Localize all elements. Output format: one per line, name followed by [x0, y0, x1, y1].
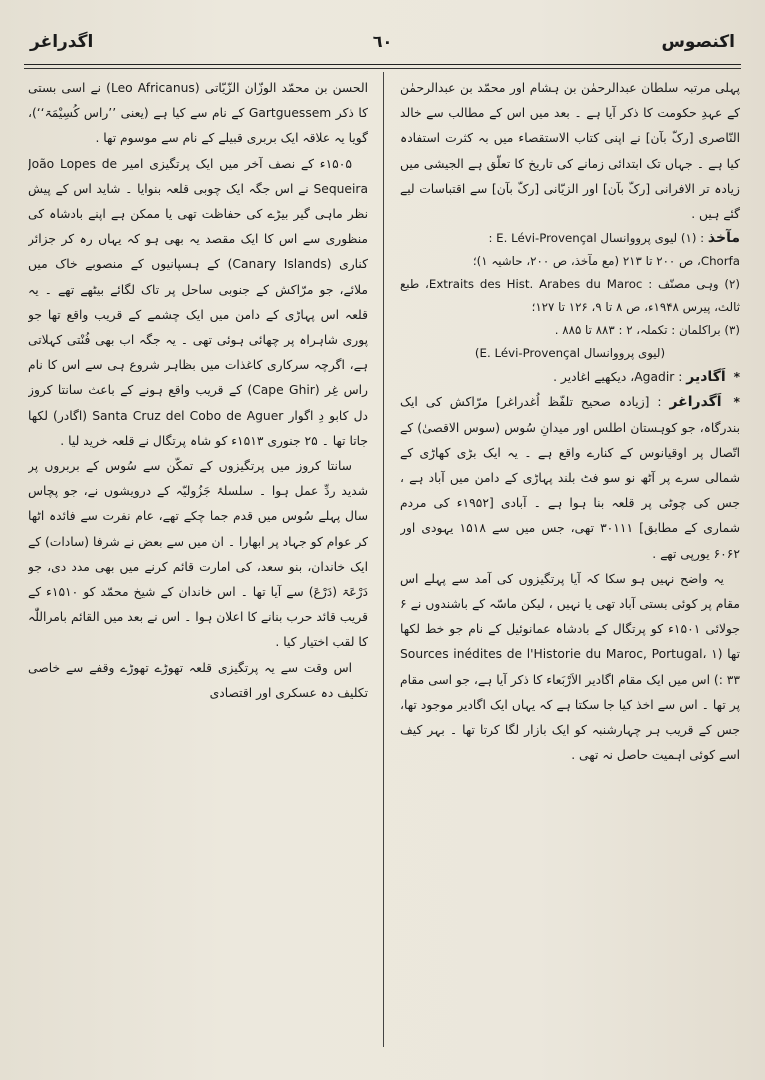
- header-rule-thin: [24, 68, 741, 69]
- column-divider: [383, 72, 384, 1047]
- right-column: [400, 76, 740, 1041]
- page-header: [30, 28, 735, 62]
- left-paragraph-2: ۱۵۰۵ء کے نصف آخر میں ایک پرتگیزی امیر João Lopes de Sequeira نے اس جگہ ایک چوبی قلعہ بنوایا ۔ شاید اس کے پیش نظر ماہی گیر بیڑے کی حفاظت تھی یا ممکن ہے اپنے بادشاہ کی منظوری سے اس کا ایک مقصد یہ بھی ہو کہ یہاں رہ کر جزائر کناری (Canary Islands) کے ہسپانیوں کے منصوبے خاک میں ملائے، جو مرّاکش کے جنوبی ساحل پر تاک لگائے بیٹھے تھے ۔ یہ قلعہ اس پہاڑی کے دامن میں ایک چشمے کے قریب واقع تھا جو پوری شاہراہ پر چھائی ہوئی تھی ۔ یہ جگہ اب بھی فُنْتی کہلاتی ہے، اگرچہ سرکاری کاغذات میں بظاہر شروع ہی سے اس کا نام راس غِر (Cape Ghir) کے قریب واقع ہونے کے باعث سانتا کروز دل کابو دِ اگوار Santa Cruz del Cobo de Aguer (اگادر) لکھا جاتا تھا ۔ ۲۵ جنوری ۱۵۱۳ء کو شاہ پرتگال نے قلعہ خرید لیا .: [28, 156, 368, 448]
- left-paragraph-1: الحسن بن محمّد الوزّان الزّیّاتی (Leo Africanus) نے اسی بستی کا ذکر Gartguessem کے نام سے کیا ہے (یعنی ’’راس کُسِیْمَۃ‘‘)، گویا یہ علاقہ ایک بربری قبیلے کے نام سے موسوم تھا .: [28, 81, 368, 146]
- source-2: (۲) وہی مصنّف : Extraits des Hist. Arabes du Maroc، طبع ثالث، پیرس ۱۹۴۸ء، ص ۸ تا ۹، ۱۲۶ تا ۱۲۷؛: [400, 277, 740, 315]
- sources-intro: : (۱) لیوی پرووانسال E. Lévi-Provençal :: [488, 231, 705, 246]
- source-3: (۳) براکلمان : تکملہ، ۲ : ۸۸۳ تا ۸۸۵ .: [554, 323, 740, 338]
- entry-star-icon: *: [733, 370, 740, 385]
- page-number: ٦٠: [372, 32, 393, 51]
- running-head-left: اگدراغر: [30, 32, 94, 52]
- source-1: Chorfa، ص ۲۰۰ تا ۲۱۳ (مع مآخذ، ص ۲۰۰، حاشیہ ۱)؛: [472, 254, 740, 269]
- left-column: [28, 76, 368, 1041]
- header-rule: [24, 64, 741, 65]
- running-head-right: اکنصوس: [661, 32, 735, 52]
- right-paragraph-2: یہ واضح نہیں ہو سکا کہ آیا پرتگیزوں کی آمد سے پہلے اس مقام پر کوئی بستی آباد تھی یا نہیں ، لیکن ماسّہ کے باشندوں نے ۶ جولائی ۱۵۰۱ء کو پرتگال کے بادشاہ عمانوئیل کے نام جو خط لکھا تھا (Sources inédites de l'Historie du Maroc, Portugal، ۱ : ۳۳) اس میں ایک مقام اگادیر الاَرْبَعاء کا ذکر آیا ہے، جو اسی مقام پر تھا ۔ اس سے اخذ کیا جا سکتا ہے کہ یہاں ایک اگادیر موجود تھا، جس کے قریب ہر چہارشنبہ کو ایک بازار لگا کرتا تھا ۔ بہر کیف اسے کوئی اہمیت حاصل نہ تھی .: [400, 571, 740, 763]
- entry-agadir-text: : Agadir، دیکھیے اغادیر .: [553, 370, 683, 385]
- entry-agadir: [400, 365, 740, 390]
- left-paragraph-3: سانتا کروز میں پرتگیزوں کے تمکّن سے سُوس کے بربروں پر شدید ردِّ عمل ہوا ۔ سلسلۂ جَزُولیّہ کے درویشوں نے، جو پچاس سال پہلے سُوس میں قدم جما چکے تھے، عام نفرت سے فائدہ اٹھا کر عوام کو جہاد پر ابھارا ۔ ان میں سے بعض نے شرفا (سادات) کے ایک خاندان، بنو سعد، کی امارت قائم کرنے میں بھی مدد دی، جو دَرْعَۃ (دَرْعَ) سے آیا تھا ۔ اس خاندان کے شیخ محمّد کو ۱۵۱۰ء کے قریب قائد حرب بنانے کا اعلان ہوا ۔ اس نے بعد میں القائم بامراللّٰہ کا لقب اختیار کیا .: [28, 459, 368, 650]
- entry-agadragh-text: : [زیادہ صحیح تلفّظ اُغدراغر] مرّاکش کی ایک بندرگاہ، جو کوہستان اطلس اور میدانِ سُوس (سوس الاقصیٰ) کے اتّصال پر اوقیانوس کے کنارے واقع ہے ۔ یہ ایک بڑی کھاڑی کے شمالی سرے پر آٹھ نو سو فٹ بلند پہاڑی کے دامن میں آباد ہے ، جس کی چوٹی پر قلعہ بنا ہوا ہے ۔ آبادی [۱۹۵۲ء کی مردم شماری کے مطابق] ۳۰۱۱۱ تھی، جس میں سے ۱۵۱۸ یہودی اور ۶۰۶۲ یورپی تھے .: [400, 395, 740, 561]
- entry-agadragh: [400, 390, 740, 566]
- sources-label: مآخذ: [707, 230, 740, 247]
- left-paragraph-4: اس وقت سے یہ پرتگیزی قلعہ تھوڑے تھوڑے وقفے سے خاصی تکلیف دہ عسکری اور اقتصادی: [28, 660, 368, 700]
- entry-agadragh-heading: اَگدراغر: [669, 394, 722, 411]
- entry-star-icon: *: [733, 395, 740, 410]
- intro-paragraph: پہلی مرتبہ سلطان عبدالرحمٰن بن ہشام اور محمّد بن عبدالرحمٰن کے عہدِ حکومت کا ذکر آیا ہے ۔ بعد میں اس کے مطالب سے خالد النّاصری [رکّ بآن] نے اپنی کتاب الاستقصاء میں بہ کثرت استفادہ کیا ہے ۔ جہاں تک ابتدائی زمانے کی تاریخ کا تعلّق ہے الجیشی میں زیادہ تر الافرانی [رکّ بآن] اور الزیّانی [رکّ بآن] سے اقتباسات لیے گئے ہیں .: [400, 81, 740, 222]
- sources-block: [400, 227, 740, 250]
- author-signature: (لیوی پرووانسال E. Lévi-Provençal): [474, 346, 666, 361]
- entry-agadir-heading: اَگادیر: [686, 369, 726, 386]
